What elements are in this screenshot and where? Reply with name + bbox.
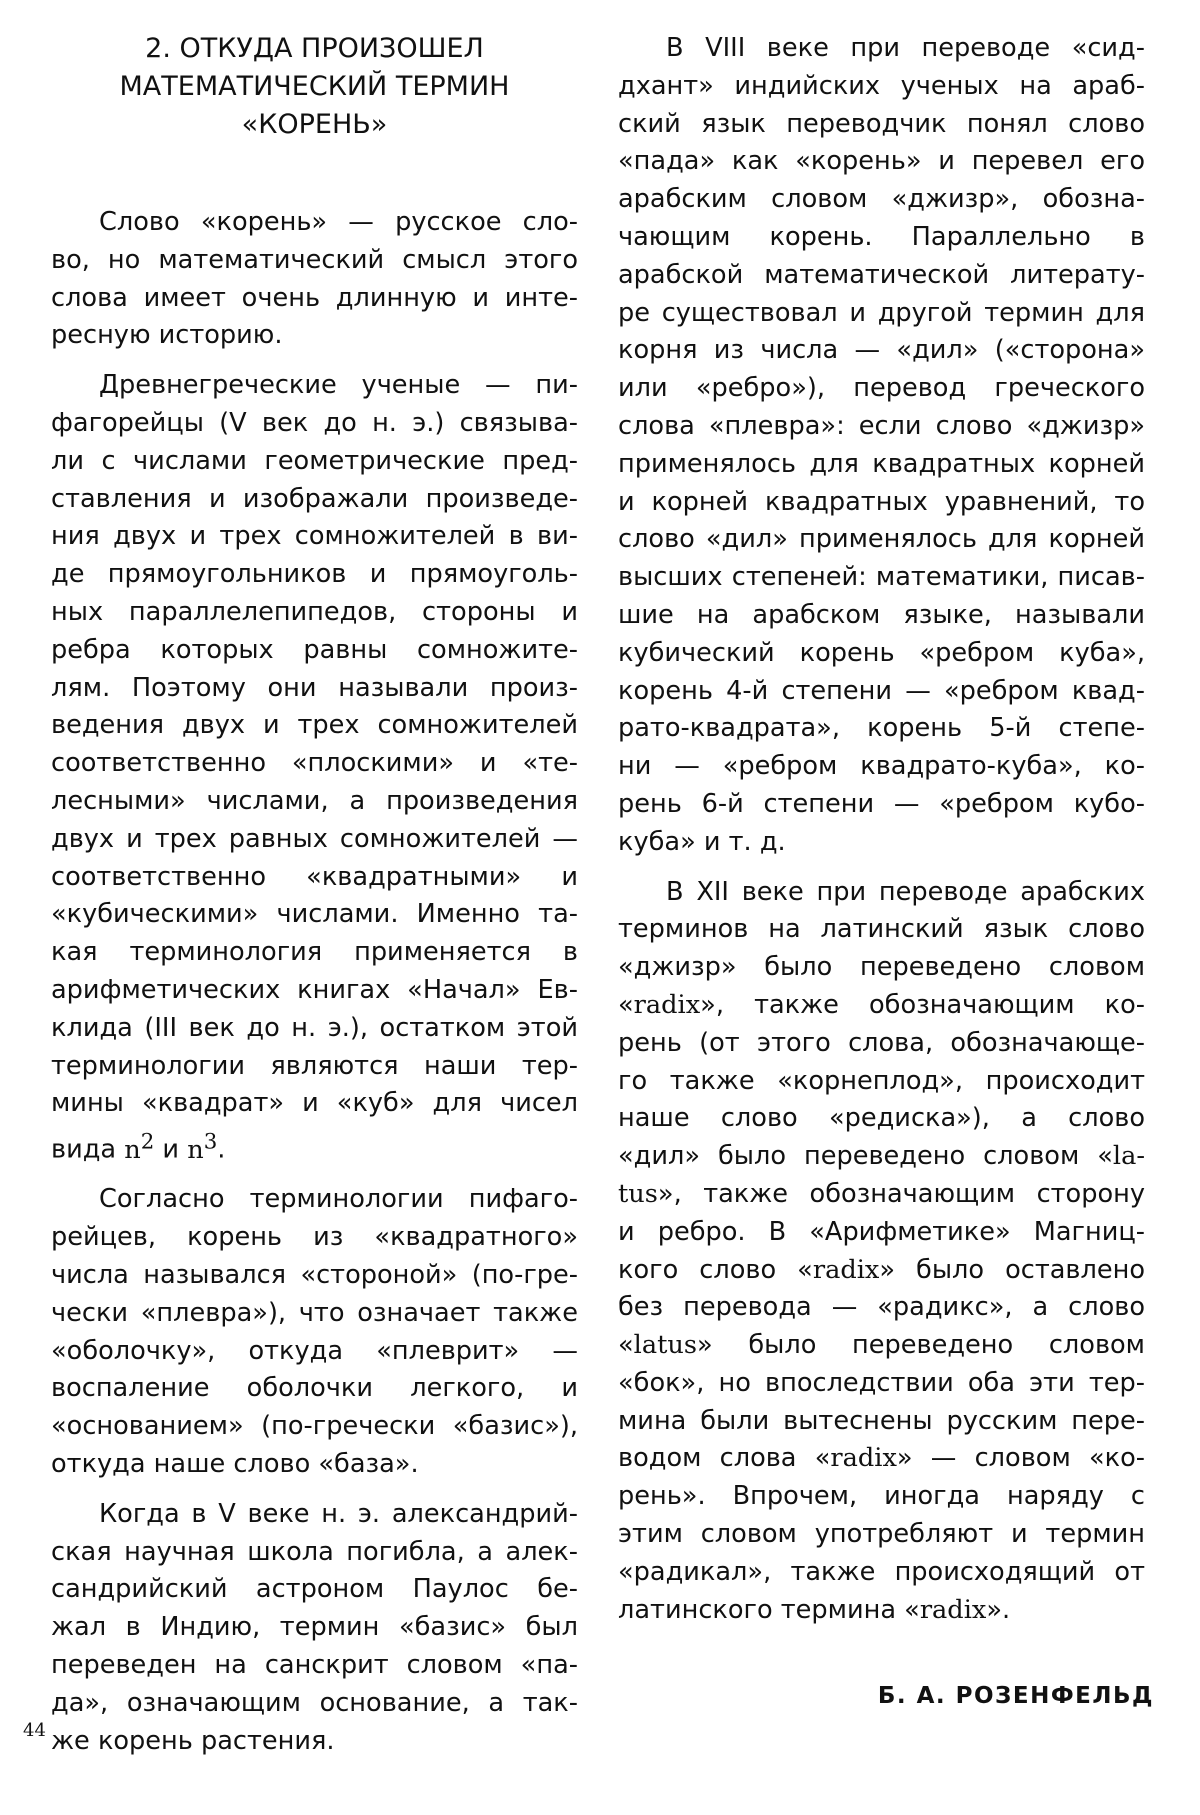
text-line: корень 4-й степени — «ребром квад- bbox=[618, 675, 1145, 706]
text-line: терминов на латинский язык слово bbox=[618, 914, 1145, 945]
text-line: и ребро. В «Арифметике» Магниц- bbox=[618, 1216, 1145, 1247]
text-line: слова имеет очень длинную и инте- bbox=[51, 282, 578, 313]
text-line: воспаление оболочки легкого, и bbox=[51, 1373, 578, 1404]
text-line: В XII веке при переводе арабских bbox=[666, 876, 1145, 907]
text-line: «кубическими» числами. Именно та- bbox=[51, 899, 578, 930]
text-line: числа назывался «стороной» (по-гре- bbox=[51, 1260, 578, 1291]
text-line: «оболочку», откуда «плеврит» — bbox=[51, 1335, 578, 1366]
text-fragment: » было оставлено bbox=[879, 1254, 1146, 1285]
paragraph-intro bbox=[51, 204, 578, 355]
text-line: рейцев, корень из «квадратного» bbox=[51, 1222, 578, 1253]
paragraph-alexandria bbox=[51, 1496, 578, 1761]
text-line: ская научная школа погибла, а алек- bbox=[51, 1536, 578, 1567]
text-line: арифметических книгах «Начал» Ев- bbox=[51, 974, 578, 1005]
text-fragment: вида bbox=[51, 1134, 125, 1165]
text-line: мина были вытеснены русским пере- bbox=[618, 1405, 1145, 1436]
text-line: рень (от этого слова, обозначающе- bbox=[618, 1027, 1145, 1058]
text-line: рень». Впрочем, иногда наряду с bbox=[618, 1481, 1145, 1512]
text-line: кубический корень «ребром куба», bbox=[618, 637, 1145, 668]
text-line: «основанием» (по-гречески «базис»), bbox=[51, 1411, 578, 1442]
text-line: терминологии являются наши тер- bbox=[51, 1050, 578, 1081]
text-fragment: латинского термина « bbox=[618, 1594, 920, 1625]
text-line: мины «квадрат» и «куб» для чисел bbox=[51, 1088, 578, 1119]
text-line: да», означающим основание, а так- bbox=[51, 1687, 578, 1718]
text-line: наше слово «редиска»), а слово bbox=[618, 1103, 1145, 1134]
text-line: «пада» как «корень» и перевел его bbox=[618, 146, 1145, 177]
text-line: ский язык переводчик понял слово bbox=[618, 108, 1145, 139]
text-line: «бок», но впоследствии оба эти тер- bbox=[618, 1367, 1145, 1398]
text-line: сандрийский астроном Паулос бе- bbox=[51, 1574, 578, 1605]
text-line: ре существовал и другой термин для bbox=[618, 297, 1145, 328]
text-line: арабской математической литерату- bbox=[618, 259, 1145, 290]
text-line: применялось для квадратных корней bbox=[618, 448, 1145, 479]
math-exponent: 3 bbox=[203, 1129, 218, 1155]
text-line: Согласно терминологии пифаго- bbox=[99, 1184, 578, 1215]
text-line: дхант» индийских ученых на араб- bbox=[618, 70, 1145, 101]
text-line: де прямоугольников и прямоуголь- bbox=[51, 559, 578, 590]
text-fragment: кого слово « bbox=[618, 1254, 813, 1285]
paragraph-latin bbox=[618, 874, 1145, 1630]
text-line bbox=[618, 1252, 1145, 1290]
text-line: жал в Индию, термин «базис» был bbox=[51, 1612, 578, 1643]
text-line: чающим корень. Параллельно в bbox=[618, 221, 1145, 252]
latin-term: radix bbox=[919, 1594, 987, 1625]
paragraph-terminology bbox=[51, 1181, 578, 1483]
math-exponent: 2 bbox=[140, 1129, 155, 1155]
latin-term: radix bbox=[812, 1254, 880, 1285]
text-line: лесными» числами, а произведения bbox=[51, 785, 578, 816]
page-number: 44 bbox=[23, 1720, 46, 1741]
text-line bbox=[618, 987, 1145, 1025]
text-line: соответственно «квадратными» и bbox=[51, 861, 578, 892]
text-line: ресную историю. bbox=[51, 320, 283, 351]
latin-term: radix bbox=[830, 1443, 897, 1474]
text-line: чески «плевра»), что означает также bbox=[51, 1297, 578, 1328]
text-line: слово «дил» применялось для корней bbox=[618, 524, 1145, 555]
text-fragment: водом слова « bbox=[618, 1443, 831, 1474]
title-line-3: «КОРЕНЬ» bbox=[241, 109, 388, 140]
text-line: и корней квадратных уравнений, то bbox=[618, 486, 1145, 517]
paragraph-arabic bbox=[618, 30, 1145, 862]
text-line: куба» и т. д. bbox=[618, 826, 786, 857]
text-fragment: « bbox=[618, 989, 634, 1020]
author-signature: Б. А. РОЗЕНФЕЛЬД bbox=[877, 1683, 1154, 1709]
text-fragment: . bbox=[217, 1134, 226, 1165]
text-line: рень 6-й степени — «ребром кубо- bbox=[618, 788, 1145, 819]
math-base: n bbox=[124, 1134, 141, 1165]
text-line: рато-квадрата», корень 5-й степе- bbox=[618, 713, 1145, 744]
math-base: n bbox=[187, 1134, 204, 1165]
text-line: Слово «корень» — русское сло- bbox=[99, 207, 578, 237]
text-line: ведения двух и трех сомножителей bbox=[51, 710, 578, 741]
text-line bbox=[618, 1327, 1145, 1365]
text-line bbox=[618, 1592, 1145, 1630]
text-line bbox=[618, 1138, 1145, 1176]
left-column bbox=[51, 30, 578, 1772]
text-line: клида (III век до н. э.), остатком этой bbox=[51, 1012, 578, 1043]
text-fragment: «дил» было переведено словом « bbox=[618, 1141, 1113, 1172]
text-line: или «ребро»), перевод греческого bbox=[618, 373, 1145, 404]
text-line: ни — «ребром квадрато-куба», ко- bbox=[618, 751, 1145, 782]
latin-term: la- bbox=[1112, 1141, 1145, 1172]
text-line: же корень растения. bbox=[51, 1725, 335, 1756]
text-line bbox=[618, 1440, 1145, 1478]
latin-term: latus bbox=[633, 1330, 698, 1361]
text-fragment: », также обозначающим ко- bbox=[700, 989, 1145, 1020]
math-n2 bbox=[124, 1129, 155, 1165]
text-line: во, но математический смысл этого bbox=[51, 244, 578, 275]
latin-term: tus bbox=[618, 1178, 658, 1209]
math-n3 bbox=[187, 1129, 218, 1165]
text-line: двух и трех равных сомножителей — bbox=[51, 823, 578, 854]
text-line: откуда наше слово «база». bbox=[51, 1449, 419, 1480]
article-title bbox=[51, 30, 578, 144]
right-column bbox=[618, 30, 1145, 1641]
text-line: лям. Поэтому они называли произ- bbox=[51, 672, 578, 703]
text-line: ставления и изображали произведе- bbox=[51, 483, 578, 514]
text-fragment: « bbox=[618, 1330, 634, 1361]
text-line: арабским словом «джизр», обозна- bbox=[618, 184, 1145, 215]
text-line: переведен на санскрит словом «па- bbox=[51, 1650, 578, 1681]
text-line bbox=[618, 1176, 1145, 1214]
text-line: «радикал», также происходящий от bbox=[618, 1556, 1145, 1587]
text-line: Древнегреческие ученые — пи- bbox=[99, 370, 578, 401]
title-line-2: МАТЕМАТИЧЕСКИЙ ТЕРМИН bbox=[119, 71, 510, 102]
text-line: ли с числами геометрические пред- bbox=[51, 445, 578, 476]
text-fragment: » было переведено словом bbox=[697, 1330, 1145, 1361]
text-line: слова «плевра»: если слово «джизр» bbox=[618, 410, 1145, 441]
text-fragment: » — словом «ко- bbox=[896, 1443, 1145, 1474]
paragraph-pythagoreans bbox=[51, 367, 578, 1169]
text-line: этим словом употребляют и термин bbox=[618, 1519, 1145, 1550]
text-line: без перевода — «радикс», а слово bbox=[618, 1292, 1145, 1323]
text-line: го также «корнеплод», происходит bbox=[618, 1065, 1145, 1096]
text-line: соответственно «плоскими» и «те- bbox=[51, 748, 578, 779]
text-line: ния двух и трех сомножителей в ви- bbox=[51, 521, 578, 552]
text-fragment: », также обозначающим сторону bbox=[657, 1178, 1145, 1209]
text-line: «джизр» было переведено словом bbox=[618, 952, 1145, 983]
text-line: кая терминология применяется в bbox=[51, 937, 578, 968]
text-line: корня из числа — «дил» («сторона» bbox=[618, 335, 1145, 366]
text-fragment: и bbox=[154, 1134, 188, 1165]
text-fragment: ». bbox=[986, 1594, 1011, 1625]
text-line: ребра которых равны сомножите- bbox=[51, 634, 578, 665]
text-line-formula bbox=[51, 1123, 578, 1169]
title-line-1: 2. ОТКУДА ПРОИЗОШЕЛ bbox=[145, 33, 484, 64]
text-line: фагорейцы (V век до н. э.) связыва- bbox=[51, 407, 578, 438]
latin-term: radix bbox=[633, 989, 701, 1020]
text-line: ных параллелепипедов, стороны и bbox=[51, 596, 578, 627]
text-line: высших степеней: математики, писав- bbox=[618, 562, 1145, 593]
text-line: шие на арабском языке, называли bbox=[618, 599, 1145, 630]
text-line: В VIII веке при переводе «сид- bbox=[666, 33, 1145, 63]
text-line: Когда в V веке н. э. александрий- bbox=[99, 1498, 578, 1529]
